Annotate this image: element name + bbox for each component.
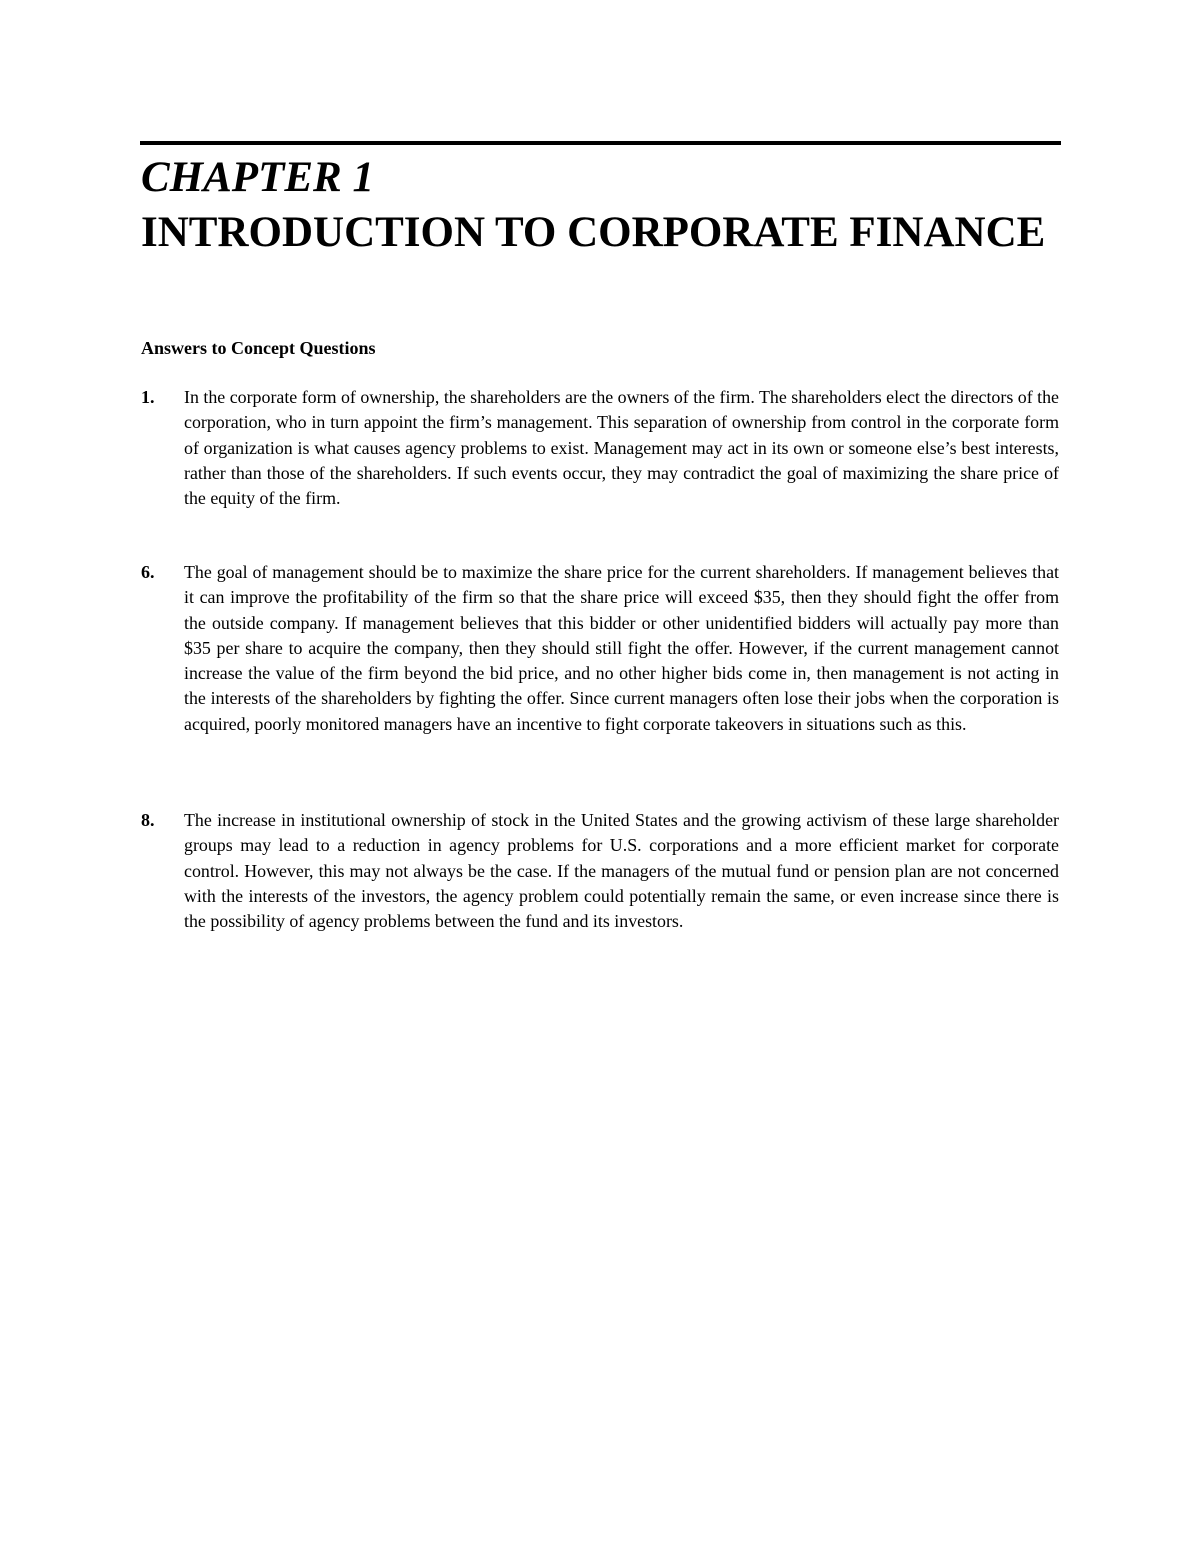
chapter-label: CHAPTER 1 <box>141 154 374 201</box>
chapter-title: INTRODUCTION TO CORPORATE FINANCE <box>141 209 1046 256</box>
answer-number: 6. <box>141 562 155 582</box>
answer-number: 1. <box>141 387 155 407</box>
answer-text: The goal of management should be to maximize the share price for the current shareholders. If management believes that it can improve the profitability of the firm so that the share price will exceed $35, then they should fight the offer from the outside company. If management believes that this bidder or other unidentified bidders will actually pay more than $35 per share to acquire the company, then they should still fight the offer. However, if the current management cannot increase the value of the firm beyond the bid price, and no other higher bids come in, then management is not acting in the interests of the shareholders by fighting the offer. Since current managers often lose their jobs when the corporation is acquired, poorly monitored managers have an incentive to fight corporate takeovers in situations such as this. <box>184 562 1059 734</box>
answer-text: In the corporate form of ownership, the shareholders are the owners of the firm. The shareholders elect the directors of the corporation, who in turn appoint the firm’s management. This separation of ownership from control in the corporate form of organization is what causes agency problems to exist. Management may act in its own or someone else’s best interests, rather than those of the shareholders. If such events occur, they may contradict the goal of maximizing the share price of the equity of the firm. <box>184 387 1059 509</box>
section-heading: Answers to Concept Questions <box>141 338 376 358</box>
top-rule <box>140 141 1061 145</box>
answer-number: 8. <box>141 810 155 830</box>
answer-text: The increase in institutional ownership of stock in the United States and the growing activism of these large shareholder groups may lead to a reduction in agency problems for U.S. corporations and a more efficient market for corporate control. However, this may not always be the case. If the managers of the mutual fund or pension plan are not concerned with the interests of the investors, the agency problem could potentially remain the same, or even increase since there is the possibility of agency problems between the fund and its investors. <box>184 810 1059 932</box>
